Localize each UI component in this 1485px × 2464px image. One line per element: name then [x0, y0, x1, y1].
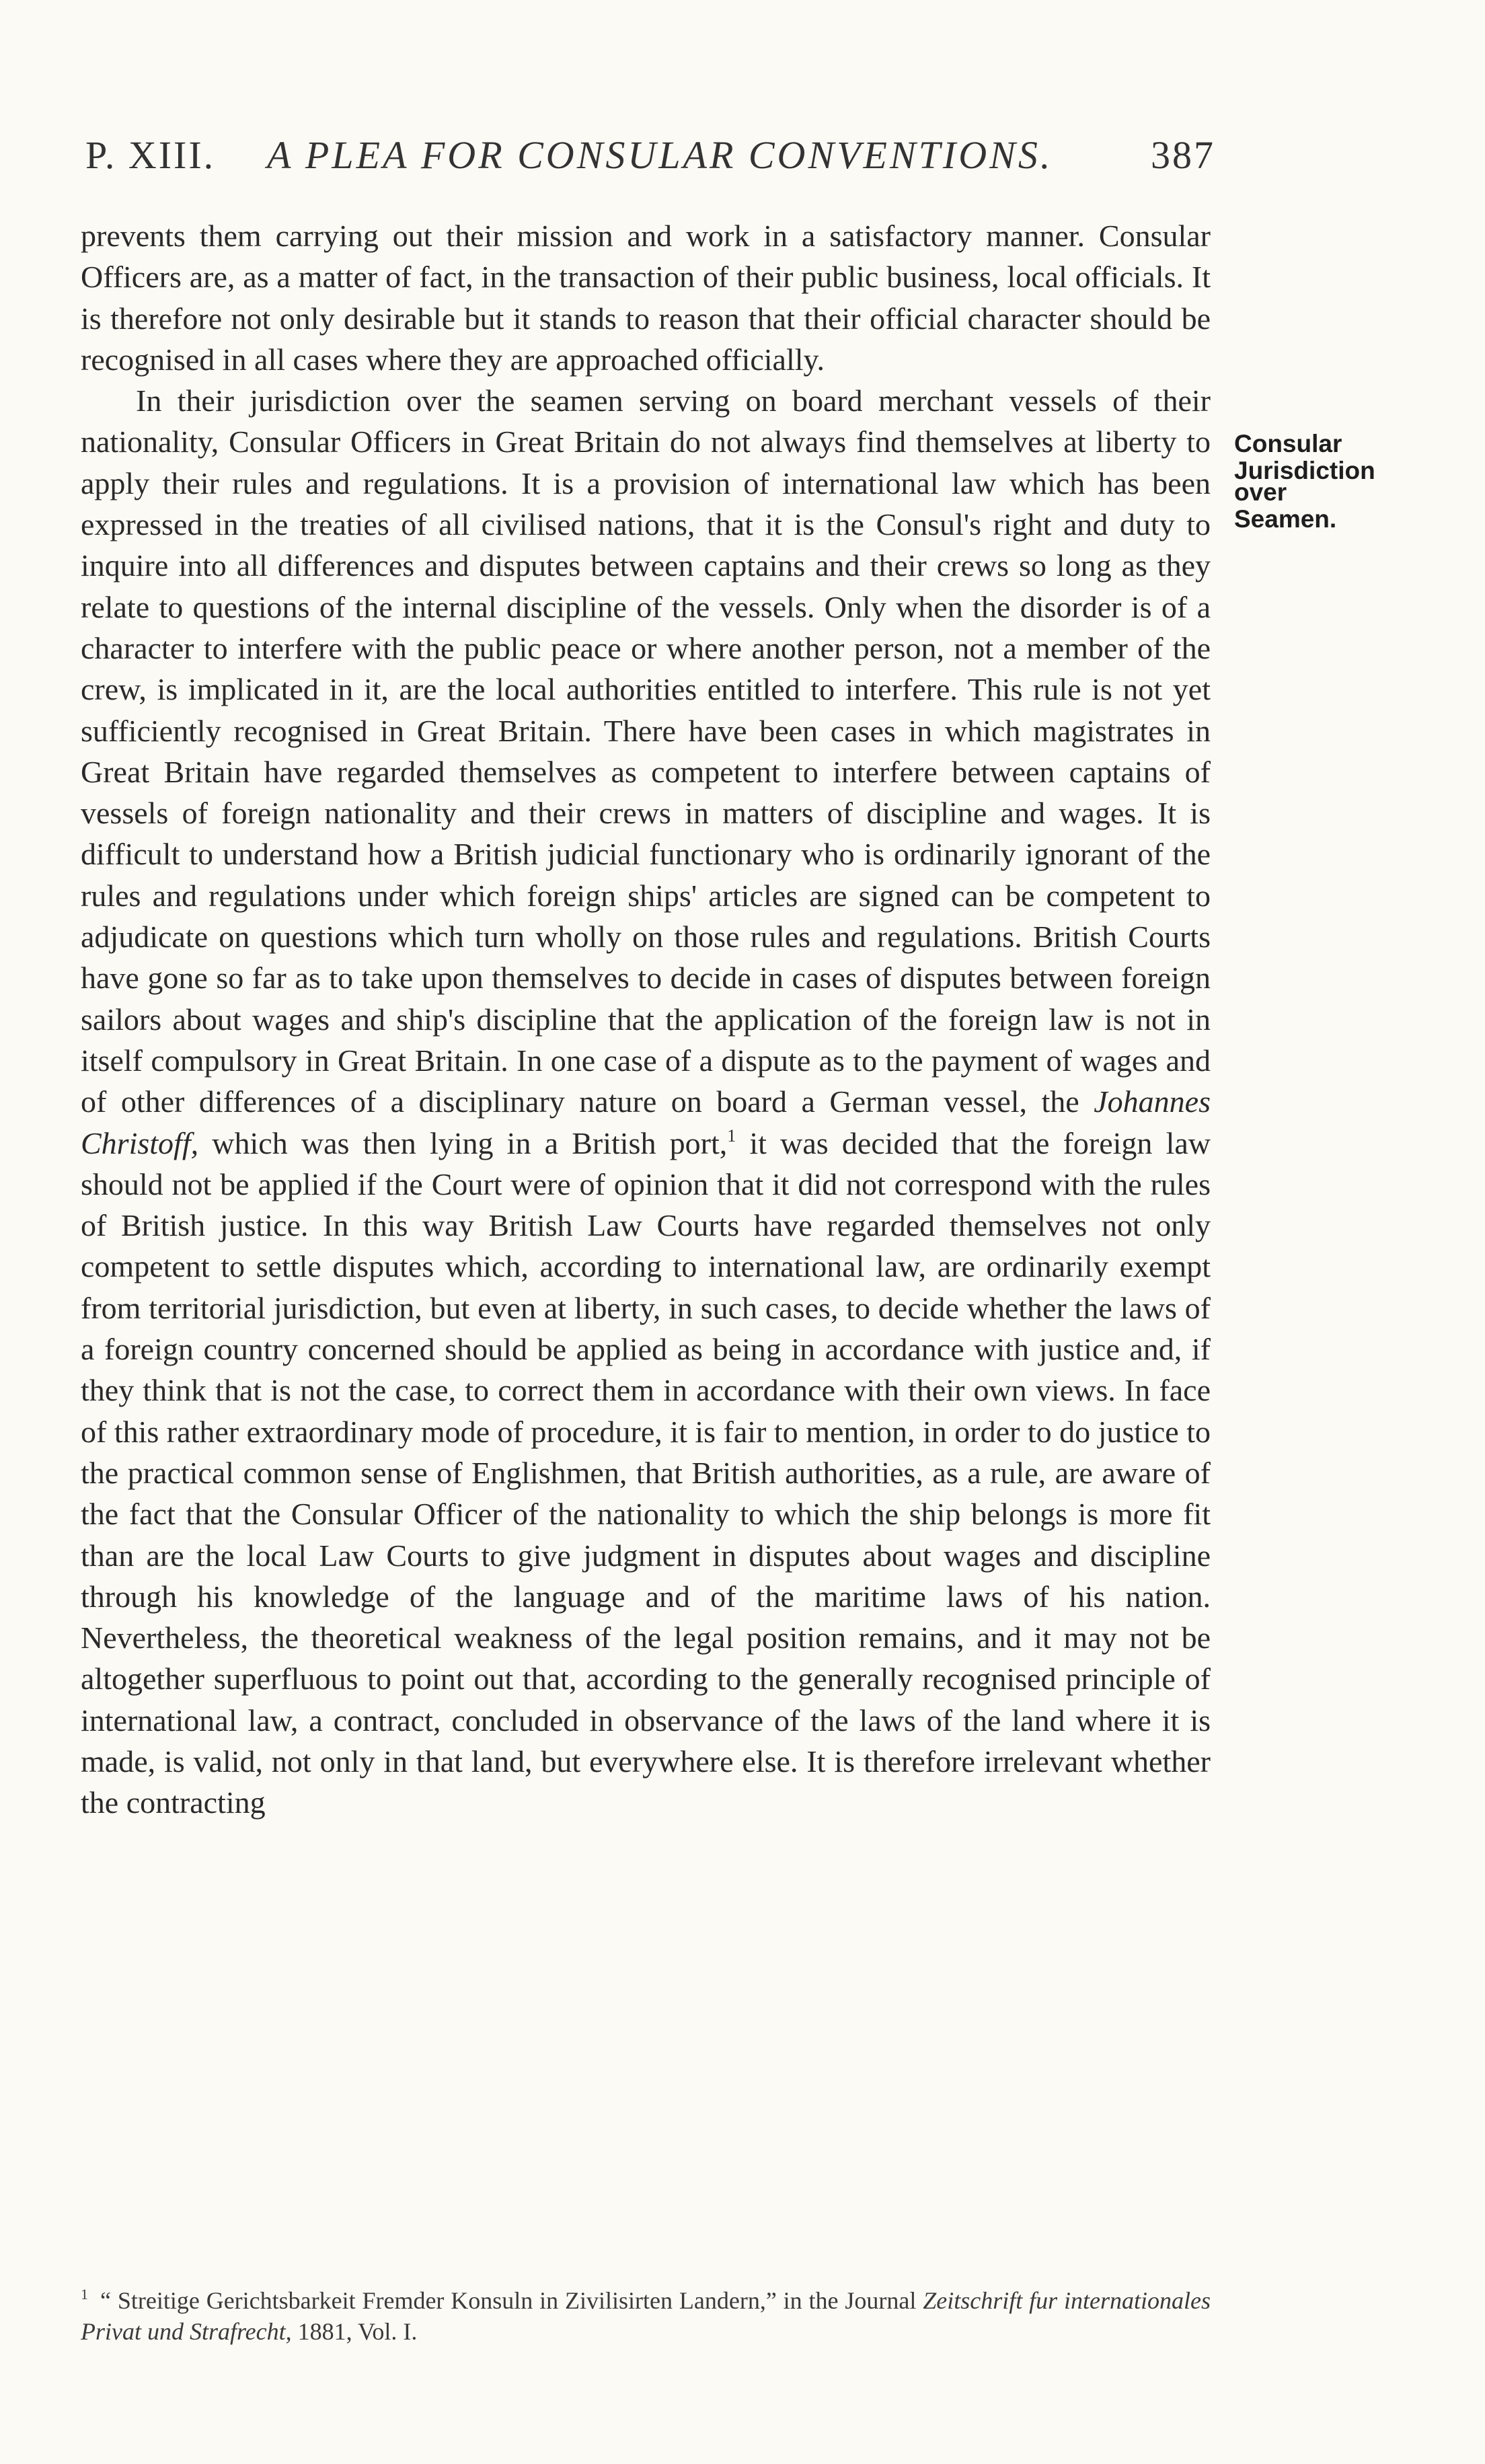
- margin-note-line-1: Consular: [1234, 430, 1342, 457]
- margin-note: [1234, 431, 1449, 533]
- margin-note-line-4: Seamen.: [1234, 505, 1337, 533]
- paragraph-2-text-c: it was decided that the foreign law should not be applied if the Court were of opinion that it did not correspond with the rules of British justice. In this way British Law Courts have regarded themselves not only competent to settle disputes which, according to international law, are ordinarily exempt from territorial jurisdiction, but even at liberty, in such cases, to decide whether the laws of a foreign country concerned should be applied as being in accordance with justice and, if they think that is not the case, to correct them in accordance with their own views. In face of this rather extraordinary mode of procedure, it is fair to mention, in order to do justice to the practical common sense of Englishmen, that British authorities, as a rule, are aware of the fact that the Consular Officer of the nationality to which the ship belongs is more fit than are the local Law Courts to give judgment in disputes about wages and discipline through his knowledge of the language and of the maritime laws of his nation. Nevertheless, the theoretical weakness of the legal position remains, and it may not be altogether superfluous to point out that, according to the generally recognised principle of international law, a contract, concluded in observance of the laws of the land where it is made, is valid, not only in that land, but everywhere else. It is therefore irrelevant whether the contracting: [81, 1125, 1211, 1820]
- paragraph-2-text-b: which was then lying in a British port,: [198, 1125, 728, 1160]
- journal-title: Zeitschrift fur internationales Privat und Strafrecht,: [81, 2287, 1211, 2345]
- running-title: A PLEA FOR CONSULAR CONVENTIONS.: [267, 133, 1053, 177]
- footnote: [81, 2279, 1211, 2347]
- footnote-mark: 1: [81, 2286, 88, 2303]
- footnote-reference[interactable]: 1: [727, 1125, 736, 1146]
- footnote-text-a: “ Streitige Gerichtsbarkeit Fremder Konsuln in Zivilisirten Landern,” in the Journal: [100, 2287, 923, 2314]
- paragraph-2-text-a: In their jurisdiction over the seamen serving on board merchant vessels of their nationality, Consular Officers in Great Britain do not always find themselves at liberty to apply their rules and regulations. It is a provision of international law which has been expressed in the treaties of all civilised nations, that it is the Consul's right and duty to inquire into all differences and disputes between captains and their crews so long as they relate to questions of the internal discipline of the vessels. Only when the disorder is of a character to interfere with the public peace or where another person, not a member of the crew, is implicated in it, are the local authorities entitled to interfere. This rule is not yet sufficiently recognised in Great Britain. There have been cases in which magistrates in Great Britain have regarded themselves as competent to interfere between captains of vessels of foreign nationality and their crews in matters of discipline and wages. It is difficult to understand how a British judicial functionary who is ordinarily ignorant of the rules and regulations under which foreign ships' articles are signed can be competent to adjudicate on questions which turn wholly on those rules and regulations. British Courts have gone so far as to take upon themselves to decide in cases of disputes between foreign sailors about wages and ship's discipline that the application of the foreign law is not in itself compulsory in Great Britain. In one case of a dispute as to the payment of wages and of other differences of a disciplinary nature on board a German vessel, the: [81, 383, 1211, 1119]
- paragraph-1: prevents them carrying out their mission and work in a satisfactory manner. Consular Officers are, as a matter of fact, in the transaction of their public business, local officials. It is therefore not only desirable but it stands to reason that their official character should be recognised in all cases where they are approached officially.: [81, 219, 1211, 377]
- running-header: [85, 118, 1215, 192]
- margin-note-line-3: over: [1234, 478, 1287, 506]
- footnote-text-b: 1881, Vol. I.: [291, 2318, 418, 2345]
- paragraph-2: [81, 380, 1211, 1823]
- main-text: [81, 215, 1211, 2233]
- ship-name: Johannes Christoff,: [81, 1084, 1211, 1160]
- page-number: 387: [1151, 133, 1215, 177]
- part-label: P. XIII.: [85, 133, 216, 177]
- margin-note-line-2: Jurisdiction: [1234, 457, 1375, 484]
